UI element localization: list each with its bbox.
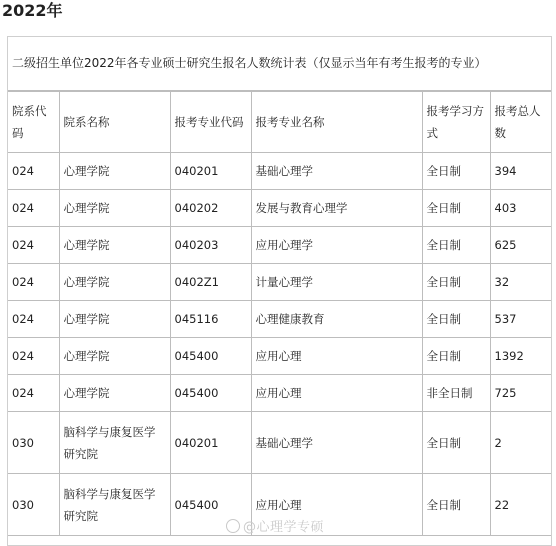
dept-code-cell: 024: [8, 264, 59, 301]
dept-code-cell: 024: [8, 153, 59, 190]
page-title: 2022年: [2, 1, 63, 20]
dept-code-cell: 024: [8, 227, 59, 264]
column-header-dept-name: 院系名称: [59, 92, 170, 153]
major-name-cell: 基础心理学: [251, 153, 422, 190]
total-applicants-cell: 32: [490, 264, 552, 301]
table-row: [8, 264, 552, 301]
table-row: [8, 375, 552, 412]
column-header-total-applicants: 报考总人数: [490, 92, 552, 153]
major-code-cell: 040202: [170, 190, 251, 227]
total-applicants-cell: 403: [490, 190, 552, 227]
study-mode-cell: 全日制: [422, 301, 490, 338]
dept-code-cell: 030: [8, 474, 59, 536]
dept-name-cell: 脑科学与康复医学研究院: [59, 474, 170, 536]
study-mode-cell: 非全日制: [422, 375, 490, 412]
watermark: [226, 516, 324, 535]
total-applicants-cell: 22: [490, 474, 552, 536]
dept-name-cell: 心理学院: [59, 375, 170, 412]
enrollment-table: [8, 91, 552, 536]
column-header-dept-code: 院系代码: [8, 92, 59, 153]
dept-name-cell: 心理学院: [59, 227, 170, 264]
table-row: [8, 412, 552, 474]
weibo-icon: [226, 519, 240, 533]
total-applicants-cell: 2: [490, 412, 552, 474]
study-mode-cell: 全日制: [422, 227, 490, 264]
dept-code-cell: 024: [8, 301, 59, 338]
dept-name-cell: 心理学院: [59, 301, 170, 338]
total-applicants-cell: 725: [490, 375, 552, 412]
major-name-cell: 心理健康教育: [251, 301, 422, 338]
study-mode-cell: 全日制: [422, 153, 490, 190]
major-name-cell: 计量心理学: [251, 264, 422, 301]
major-code-cell: 040203: [170, 227, 251, 264]
dept-name-cell: 心理学院: [59, 190, 170, 227]
total-applicants-cell: 394: [490, 153, 552, 190]
column-header-study-mode: 报考学习方式: [422, 92, 490, 153]
total-applicants-cell: 625: [490, 227, 552, 264]
major-code-cell: 0402Z1: [170, 264, 251, 301]
table-row: [8, 153, 552, 190]
study-mode-cell: 全日制: [422, 338, 490, 375]
table-header-row: [8, 92, 552, 153]
dept-code-cell: 024: [8, 190, 59, 227]
major-code-cell: 045116: [170, 301, 251, 338]
study-mode-cell: 全日制: [422, 412, 490, 474]
dept-code-cell: 024: [8, 375, 59, 412]
dept-name-cell: 心理学院: [59, 264, 170, 301]
dept-code-cell: 024: [8, 338, 59, 375]
major-code-cell: 040201: [170, 412, 251, 474]
table-row: [8, 301, 552, 338]
dept-code-cell: 030: [8, 412, 59, 474]
table-row: [8, 190, 552, 227]
table-row: [8, 227, 552, 264]
major-name-cell: 应用心理学: [251, 227, 422, 264]
major-name-cell: 应用心理: [251, 375, 422, 412]
total-applicants-cell: 537: [490, 301, 552, 338]
column-header-major-name: 报考专业名称: [251, 92, 422, 153]
dept-name-cell: 心理学院: [59, 338, 170, 375]
study-mode-cell: 全日制: [422, 474, 490, 536]
dept-name-cell: 脑科学与康复医学研究院: [59, 412, 170, 474]
table-caption: 二级招生单位2022年各专业硕士研究生报名人数统计表（仅显示当年有考生报考的专业）: [8, 37, 551, 91]
major-name-cell: 基础心理学: [251, 412, 422, 474]
dept-name-cell: 心理学院: [59, 153, 170, 190]
major-code-cell: 045400: [170, 375, 251, 412]
column-header-major-code: 报考专业代码: [170, 92, 251, 153]
major-name-cell: 应用心理: [251, 474, 422, 536]
watermark-text: @心理学专硕: [243, 520, 325, 535]
total-applicants-cell: 1392: [490, 338, 552, 375]
study-mode-cell: 全日制: [422, 264, 490, 301]
table-row: [8, 338, 552, 375]
major-code-cell: 045400: [170, 338, 251, 375]
major-code-cell: 045400: [170, 474, 251, 536]
major-code-cell: 040201: [170, 153, 251, 190]
study-mode-cell: 全日制: [422, 190, 490, 227]
major-name-cell: 发展与教育心理学: [251, 190, 422, 227]
statistics-table-container: [7, 36, 552, 546]
major-name-cell: 应用心理: [251, 338, 422, 375]
